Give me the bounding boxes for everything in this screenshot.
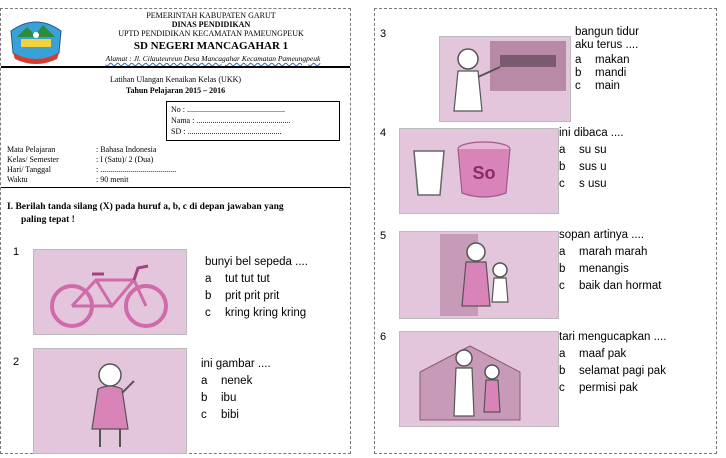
question-4-option-a[interactable]: a su su: [559, 144, 607, 156]
question-4-text: ini dibaca ....: [559, 127, 624, 139]
question-1-image: [33, 249, 187, 335]
info-label-subject: Mata Pelajaran: [7, 145, 56, 154]
question-1-option-b[interactable]: b prit prit prit: [205, 290, 280, 302]
question-3-text-2: aku terus ....: [575, 39, 639, 51]
info-value-time: : 90 menit: [96, 175, 129, 184]
question-3-number: 3: [380, 28, 387, 40]
question-5-image: [399, 231, 559, 319]
question-5-option-c[interactable]: c baik dan hormat: [559, 280, 662, 292]
question-4-number: 4: [380, 127, 387, 139]
info-label-date: Hari/ Tanggal: [7, 165, 51, 174]
bicycle-icon: [34, 250, 186, 334]
id-school-field[interactable]: SD : ...............................................: [171, 127, 282, 136]
girl-washing-icon: [440, 37, 570, 121]
student-id-box: [166, 101, 340, 141]
question-3-text: bangun tidur: [575, 26, 639, 38]
instruction-line1: I. Berilah tanda silang (X) pada huruf a, b, c di depan jawaban yang: [7, 202, 284, 212]
header-school-name: SD NEGERI MANCAGAHAR 1: [133, 40, 289, 52]
question-5-option-a[interactable]: a marah marah: [559, 246, 648, 258]
info-value-class: : I (Satu)/ 2 (Dua): [96, 155, 154, 164]
question-2-option-b[interactable]: b ibu: [201, 392, 237, 404]
header-address: Alamat : Jl. Cilauteureun Desa Mancagahar Kecamatan Pameungpeuk: [105, 54, 321, 63]
question-6-option-a[interactable]: a maaf pak: [559, 348, 627, 360]
id-name-field[interactable]: Nama : ...............................................: [171, 116, 291, 125]
question-1-option-c[interactable]: c kring kring kring: [205, 307, 307, 319]
question-3: [575, 26, 639, 93]
info-label-time: Waktu: [7, 175, 28, 184]
exam-year: Tahun Pelajaran 2015 – 2016: [125, 86, 226, 95]
question-6-text: tari mengucapkan ....: [559, 331, 667, 343]
question-2-option-a[interactable]: a nenek: [201, 375, 253, 387]
question-2-image: [33, 348, 187, 454]
question-4-image: [399, 128, 559, 214]
info-value-subject: : Bahasa Indonesia: [96, 145, 157, 154]
question-1-option-a[interactable]: a tut tut tut: [205, 273, 270, 285]
question-4: [559, 125, 624, 193]
question-5-option-b[interactable]: b menangis: [559, 263, 629, 275]
right-page: [374, 8, 717, 454]
info-label-class: Kelas/ Semester: [7, 155, 59, 164]
question-5-text: sopan artinya ....: [559, 229, 645, 241]
question-6: [559, 329, 666, 397]
question-4-option-c[interactable]: c s usu: [559, 178, 607, 190]
polite-greeting-icon: [400, 232, 558, 318]
question-5-number: 5: [380, 230, 387, 242]
question-3-option-c[interactable]: c main: [575, 80, 620, 92]
header-divider: [1, 66, 350, 68]
cup-label: So: [472, 163, 496, 183]
exam-title: Latihan Ulangan Kenaikan Kelas (UKK): [109, 75, 242, 84]
question-2: [201, 356, 271, 424]
header-government: PEMERINTAH KABUPATEN GARUT: [146, 11, 276, 20]
milk-cup-icon: [400, 129, 558, 213]
question-6-number: 6: [380, 331, 387, 343]
question-1: [205, 254, 308, 322]
info-divider: [1, 187, 350, 188]
question-6-image: [399, 331, 559, 427]
left-page: [0, 8, 351, 454]
question-5: [559, 227, 661, 295]
question-1-number: 1: [13, 246, 20, 258]
question-3-option-a[interactable]: a makan: [575, 54, 630, 66]
instruction-line2: paling tepat !: [21, 215, 75, 225]
question-2-number: 2: [13, 356, 20, 368]
question-2-option-c[interactable]: c bibi: [201, 409, 239, 421]
info-value-date: : ......................................: [96, 165, 177, 174]
question-1-text: bunyi bel sepeda ....: [205, 256, 308, 268]
header-uptd: UPTD PENDIDIKAN KECAMATAN PAMEUNGPEUK: [118, 29, 304, 38]
header-department: DINAS PENDIDIKAN: [171, 20, 251, 29]
question-3-image: [439, 36, 571, 122]
id-no-field[interactable]: No : .................................................: [171, 105, 285, 114]
grandmother-icon: [34, 349, 186, 453]
question-6-option-c[interactable]: c permisi pak: [559, 382, 638, 394]
question-2-text: ini gambar ....: [201, 358, 271, 370]
father-and-child-icon: [400, 332, 558, 426]
question-4-option-b[interactable]: b sus u: [559, 161, 607, 173]
garut-regency-logo: [7, 13, 65, 67]
question-6-option-b[interactable]: b selamat pagi pak: [559, 365, 666, 377]
question-3-option-b[interactable]: b mandi: [575, 67, 627, 79]
